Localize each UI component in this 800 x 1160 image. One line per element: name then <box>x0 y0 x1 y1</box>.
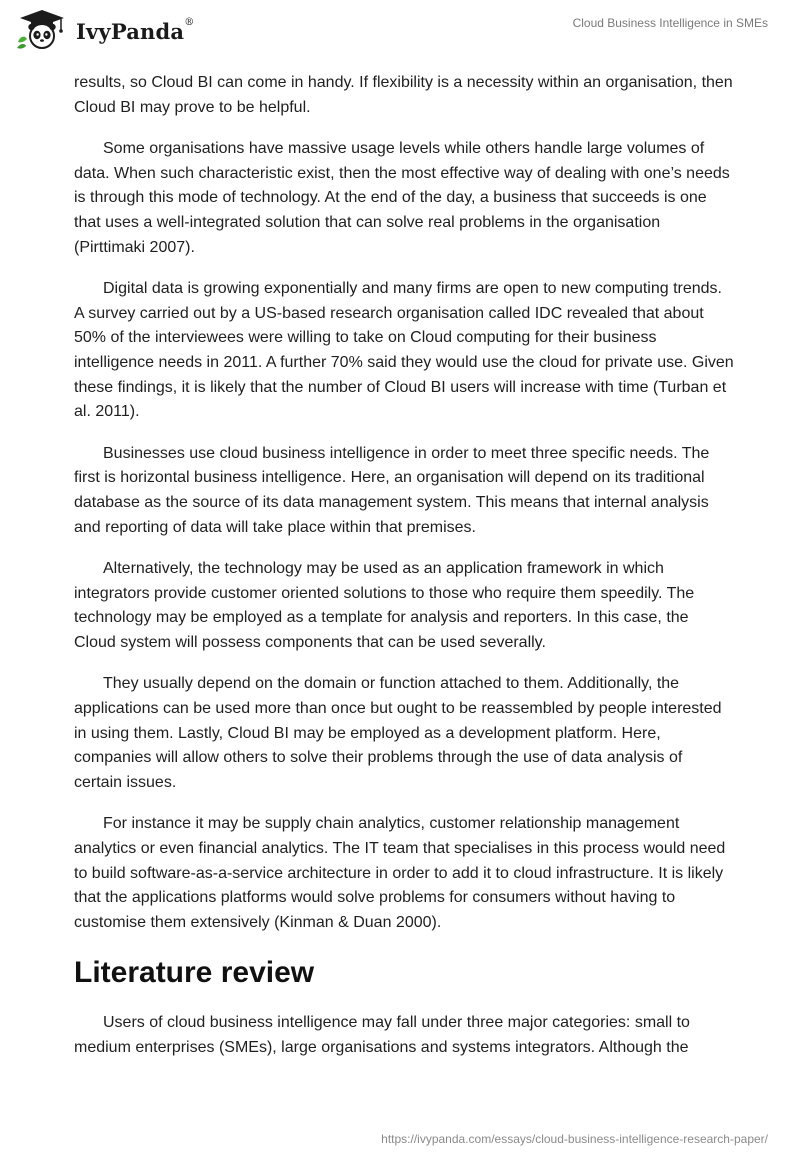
page-header <box>0 0 800 68</box>
paragraph: Businesses use cloud business intelligence in order to meet three specific needs. The first is horizontal business intelligence. Here, an organisation will depend on its traditional database as the source of its data management system. This means that internal analysis and reporting of data will take place within that premises. <box>74 444 710 536</box>
paragraph: For instance it may be supply chain analytics, customer relationship management analytics or even financial analytics. The IT team that specialises in this process would need to build software-as-a-service architecture in order to add it to cloud infrastructure. It is likely that the applications platforms would solve problems for consumers without having to customise them extensively (Kinman & Duan 2000). <box>74 815 726 931</box>
registered-mark: ® <box>184 16 195 28</box>
panda-graduate-icon <box>14 8 70 50</box>
ivypanda-logo[interactable] <box>14 8 194 50</box>
paragraph: Some organisations have massive usage levels while others handle large volumes of data. When such characteristic exist, then the most effective way of dealing with one’s needs is through this mode of technology. At the end of the day, a business that succeeds is one that uses a well-integrated solution that can solve real problems in the organisation (Pirttimaki 2007). <box>74 140 730 256</box>
paragraph: They usually depend on the domain or function attached to them. Additionally, the applications can be used more than once but ought to be reassembled by people interested in using them. Lastly, Cloud BI may be employed as a development platform. Here, companies will allow others to solve their problems through the use of data analysis of certain issues. <box>74 675 722 791</box>
brand-text: IvyPanda <box>76 18 185 44</box>
article-body <box>74 71 734 1078</box>
paragraph: Digital data is growing exponentially and many firms are open to new computing trends. A survey carried out by a US-based research organisation called IDC revealed that about 50% of the interviewees were willing to take on Cloud computing for their business intelligence needs in 2011. A further 70% said they would use the cloud for private use. Given these findings, it is likely that the number of Cloud BI users will increase with time (Turban et al. 2011). <box>74 280 734 421</box>
paragraph: results, so Cloud BI can come in handy. If flexibility is a necessity within an organisation, then Cloud BI may prove to be helpful. <box>74 74 733 116</box>
section-heading: Literature review <box>74 956 315 990</box>
brand-name <box>76 16 195 44</box>
paragraph: Alternatively, the technology may be used as an application framework in which integrators provide customer oriented solutions to those who require them speedily. The technology may be employed as a template for analysis and reporters. In this case, the Cloud system will possess components that can be used severally. <box>74 560 695 651</box>
paragraph: Users of cloud business intelligence may fall under three major categories: small to medium enterprises (SMEs), large organisations and systems integrators. Although the <box>74 1014 690 1056</box>
source-url[interactable]: https://ivypanda.com/essays/cloud-business-intelligence-research-paper/ <box>381 1132 768 1146</box>
running-title: Cloud Business Intelligence in SMEs <box>572 16 768 30</box>
